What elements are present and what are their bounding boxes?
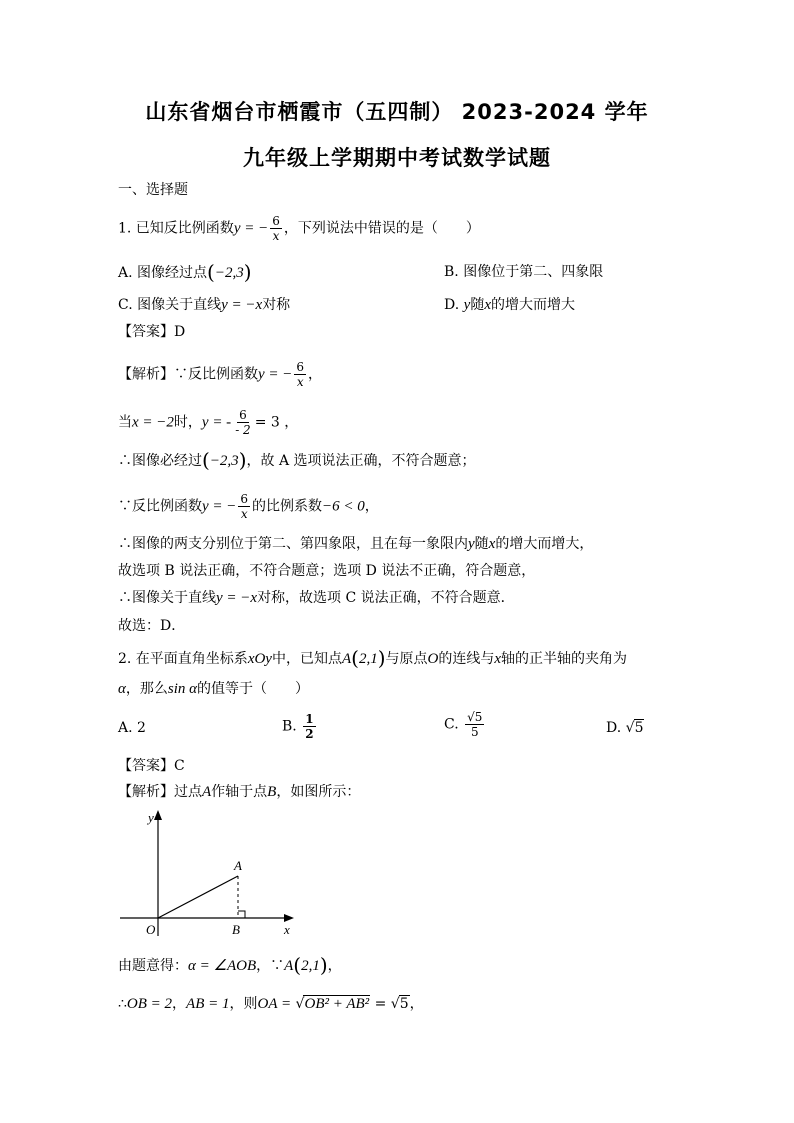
q2-option-c: C. $\frac{√5}{5}$ xyxy=(444,710,483,739)
x-axis-arrow xyxy=(284,914,294,922)
right-angle-mark xyxy=(238,911,245,918)
q1-explain-3: ∴图像必经过(−2,3)，故 A 选项说法正确，不符合题意； xyxy=(118,448,476,472)
section-heading: 一、选择题 xyxy=(118,182,188,198)
q1-stem: 1. 已知反比例函数y = − $\frac{6}{x}$ ，下列说法中错误的是（ ） xyxy=(118,214,480,243)
point-b-label: B xyxy=(232,922,240,937)
x-axis-label: x xyxy=(284,922,290,937)
page-title-line1: 山东省烟台市栖霞市（五四制） 2023-2024 学年 xyxy=(145,100,649,124)
q1-option-b: B. 图像位于第二、四象限 xyxy=(444,264,604,280)
coordinate-figure xyxy=(116,808,306,940)
q2-explain-3: ∴OB = 2，AB = 1，则OA = √OB² + AB² = √5， xyxy=(118,996,424,1012)
q2-option-b: B. $\frac{1}{2}$ xyxy=(282,712,314,741)
point-a-label: A xyxy=(234,858,242,873)
q1-explain-7: ∴图像关于直线y = −x对称，故选项 C 说法正确，不符合题意． xyxy=(118,590,515,606)
segment-oa xyxy=(158,876,238,918)
q2-stem-line2: α，那么sin α的值等于（ ） xyxy=(118,681,310,697)
y-axis-label: y xyxy=(148,810,154,825)
q2-explain-2: 由题意得：α = ∠AOB，∵A(2,1)， xyxy=(118,953,342,977)
q1-explain-2: 当x = −2时，y = - $\frac{6}{- 2}$ = 3 ， xyxy=(118,408,299,437)
y-axis-arrow xyxy=(154,810,162,820)
q2-option-a: A. 2 xyxy=(118,720,146,736)
q1-option-a: A. 图像经过点(−2,3) xyxy=(118,260,252,284)
q1-option-c: C. 图像关于直线y = −x对称 xyxy=(118,297,291,313)
q1-explain-6: 故选项 B 说法正确，不符合题意；选项 D 说法不正确，符合题意， xyxy=(118,563,536,579)
q1-explain-5: ∴图像的两支分别位于第二、第四象限，且在每一象限内y随x的增大而增大， xyxy=(118,536,594,552)
page-title-line2: 九年级上学期期中考试数学试题 xyxy=(243,146,551,170)
q2-option-d: D. √5 xyxy=(606,720,644,736)
q1-option-d: D. y随x的增大而增大 xyxy=(444,297,575,313)
origin-label: O xyxy=(146,922,156,937)
q1-answer: 【答案】D xyxy=(118,324,186,340)
q1-explain-8: 故选：D． xyxy=(118,618,186,634)
q2-stem: 2. 在平面直角坐标系xOy中，已知点A(2,1)与原点O的连线与x轴的正半轴的夹角为 xyxy=(118,646,628,670)
q1-explain-4: ∵反比例函数y = − $\frac{6}{x}$ 的比例系数−6 < 0， xyxy=(118,492,379,521)
q2-answer: 【答案】C xyxy=(118,758,185,774)
q1-explain-1: 【解析】∵反比例函数y = − $\frac{6}{x}$ ， xyxy=(118,360,323,389)
q2-explain-1: 【解析】过点A作轴于点B，如图所示： xyxy=(118,784,361,800)
